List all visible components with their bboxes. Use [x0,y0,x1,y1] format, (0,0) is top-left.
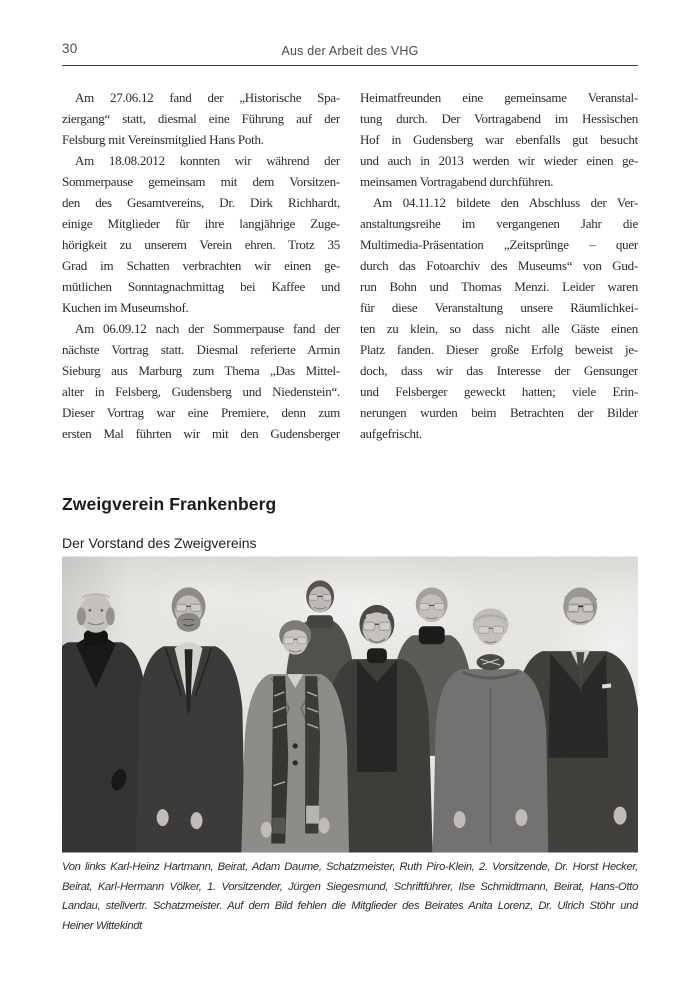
text-line: nächste Vortrag statt. Diesmal referierte Armin [62,342,340,357]
text-line: mütlichen Sonntagnachmittag bei Kaffee und [62,279,340,294]
text-line: Kuchen im Museumshof. [62,300,189,315]
article-body [62,87,638,444]
text-line: alter in Felsberg, Gudensberg und Niedenstein“. [62,384,340,399]
text-line: doch, dass wir das Interesse der Gensunger [360,363,638,378]
film-grain [62,557,638,853]
header-rule [62,65,638,66]
page-number: 30 [62,41,78,56]
text-line: aufgefrischt. [360,426,423,441]
text-line: und Felsberger geweckt hatten; viele Erin- [360,384,638,399]
text-line: Sommerpause gemeinsam mit dem Vorsitzen- [62,174,340,189]
text-line: Felsburg mit Vereinsmitglied Hans Poth. [62,132,264,147]
column-left [62,87,340,444]
text-line: durch das Fotoarchiv des Museums“ von Gud- [360,258,638,273]
text-line: Grad im Schatten verbrachten wir einen ge- [62,258,340,273]
text-line: ten zu klein, so dass nicht alle Gäste einen [360,321,638,336]
text-line: Am 04.11.12 bildete den Abschluss der Ver- [373,195,638,210]
text-line: Dieser Vortrag war eine Premiere, denn zum [62,405,340,420]
text-line: tung durch. Der Vortragabend im Hessischen [360,111,638,126]
caption-line: Landau, stellvertr. Schatzmeister. Auf dem Bild fehlen die Mitglieder des Beirates Anita Lorenz, Dr. Ulrich Stöhr und [62,900,638,912]
text-line: Am 06.09.12 nach der Sommerpause fand der [75,321,340,336]
text-line: Multimedia-Präsentation „Zeitsprünge – quer [360,237,638,252]
text-line: für diese Veranstaltung unsere Räumlichkei- [360,300,638,315]
text-line: ersten Mal führten wir mit den Gudensberger [62,426,340,441]
text-line: einige Mitglieder für ihre langjährige Zuge- [62,216,340,231]
column-right [360,87,638,444]
text-line: Sieburg aus Marburg zum Thema „Das Mittel- [62,363,340,378]
caption-line: Beirat, Karl-Hermann Völker, 1. Vorsitzender, Jürgen Siegesmund, Schriftführer, Ilse Schmidtmann, Beirat, Hans-Otto [62,880,638,893]
text-line: Hof in Gudensberg war ebenfalls gut besucht [360,132,638,147]
text-line: anstaltungsreihe im vergangenen Jahr die [360,216,638,231]
text-line: ziergang“ statt, diesmal eine Führung auf der [62,111,340,126]
text-line: Platz fanden. Dieser große Erfolg beweist je- [360,342,638,357]
photo-caption [62,858,638,936]
text-line: nerungen wurden beim Betrachten der Bilder [360,405,638,420]
text-line: Am 27.06.12 fand der „Historische Spa- [75,90,340,105]
caption-line: Heiner Wittekindt [62,919,142,932]
text-line: und auch in 2013 werden wir wieder einen ge- [360,153,638,168]
text-line: run Bohn und Thomas Menzi. Leider waren [360,279,638,294]
caption-line: Von links Karl-Heinz Hartmann, Beirat, Adam Daume, Schatzmeister, Ruth Piro-Klein, 2. Vorsitzende, Dr. Horst Hecker, [62,861,638,873]
text-line: den des Gesamtvereins, Dr. Dirk Richhardt, [62,195,340,210]
text-line: Heimatfreunden eine gemeinsame Veranstal- [360,90,638,105]
running-title: Aus der Arbeit des VHG [281,44,419,58]
text-line: hörigkeit zu unserem Verein ehren. Trotz 35 [62,237,340,252]
text-line: meinsamen Vortragabend durchführen. [360,174,554,189]
section-title: Zweigverein Frankenberg [62,494,277,514]
photo-heading: Der Vorstand des Zweigvereins [62,535,257,551]
text-line: Am 18.08.2012 konnten wir während der [75,153,340,168]
group-photo [62,556,638,853]
